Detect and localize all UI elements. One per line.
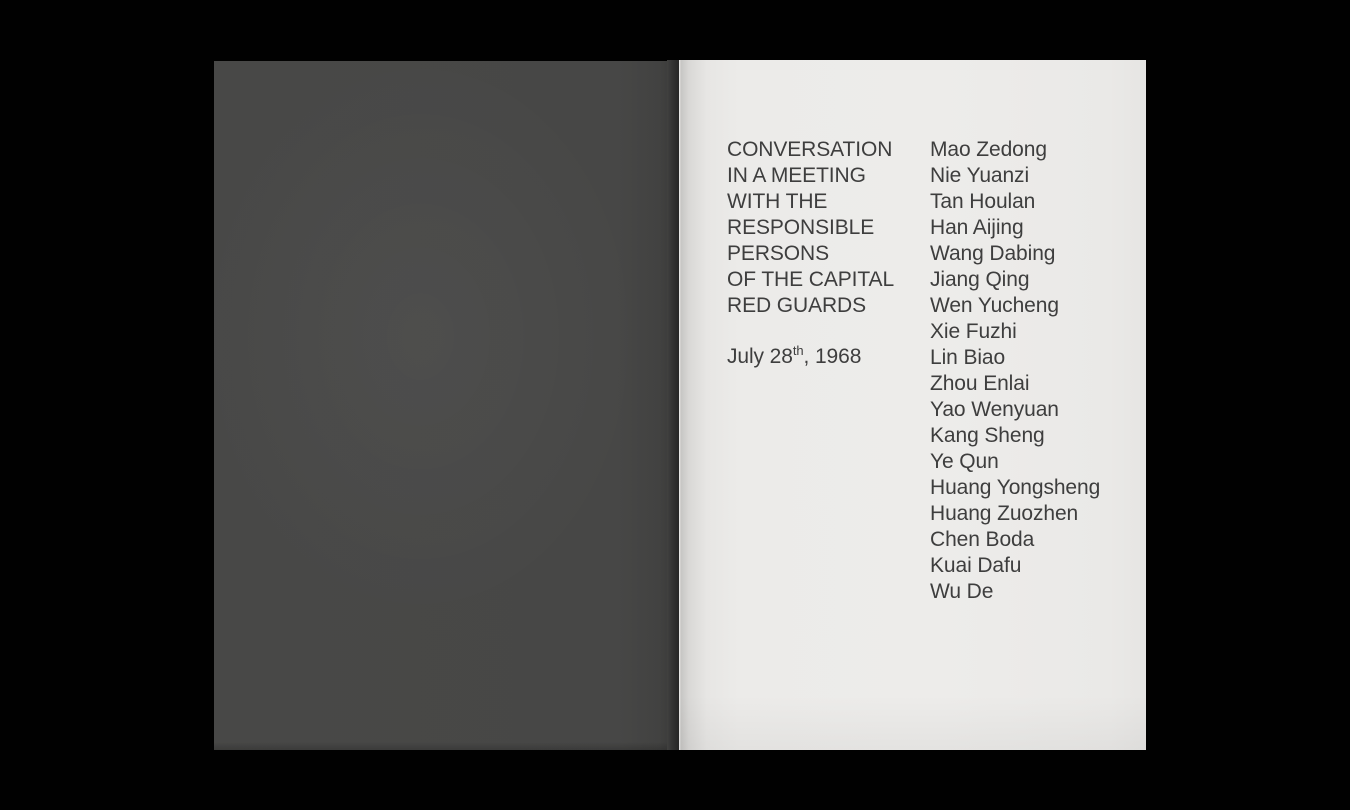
participant-name: Huang Zuozhen (930, 502, 1079, 525)
chapter-title-line: OF THE CAPITAL (727, 268, 895, 291)
participant-name: Kang Sheng (930, 424, 1045, 447)
chapter-title-line: IN A MEETING (727, 164, 866, 187)
participant-name: Xie Fuzhi (930, 320, 1017, 343)
chapter-title-line: CONVERSATION (727, 138, 893, 161)
participant-name: Kuai Dafu (930, 554, 1022, 577)
participant-name: Huang Yongsheng (930, 476, 1101, 499)
participant-name: Chen Boda (930, 528, 1035, 551)
participant-names-list (930, 137, 1130, 605)
date-prefix: July 28 (727, 345, 793, 368)
participant-name: Wang Dabing (930, 242, 1056, 265)
right-page (679, 60, 1146, 750)
participant-name: Ye Qun (930, 450, 999, 473)
participant-name: Tan Houlan (930, 190, 1036, 213)
date-ordinal-superscript: th (792, 343, 804, 358)
participant-name: Nie Yuanzi (930, 164, 1030, 187)
participant-name: Zhou Enlai (930, 372, 1030, 395)
chapter-date (727, 344, 897, 370)
participant-name: Lin Biao (930, 346, 1006, 369)
participant-name: Jiang Qing (930, 268, 1030, 291)
book-gutter-shadow (667, 60, 679, 750)
participant-name: Han Aijing (930, 216, 1024, 239)
participant-name: Mao Zedong (930, 138, 1047, 161)
left-page (214, 61, 673, 750)
participant-name: Wu De (930, 580, 994, 603)
chapter-title-line: WITH THE (727, 190, 828, 213)
chapter-title-line: RED GUARDS (727, 294, 867, 317)
chapter-title (727, 137, 897, 319)
chapter-title-line: RESPONSIBLE (727, 216, 875, 239)
date-suffix: , 1968 (803, 345, 862, 368)
participant-name: Wen Yucheng (930, 294, 1059, 317)
chapter-title-block (727, 137, 897, 370)
participant-name: Yao Wenyuan (930, 398, 1059, 421)
chapter-title-line: PERSONS (727, 242, 829, 265)
